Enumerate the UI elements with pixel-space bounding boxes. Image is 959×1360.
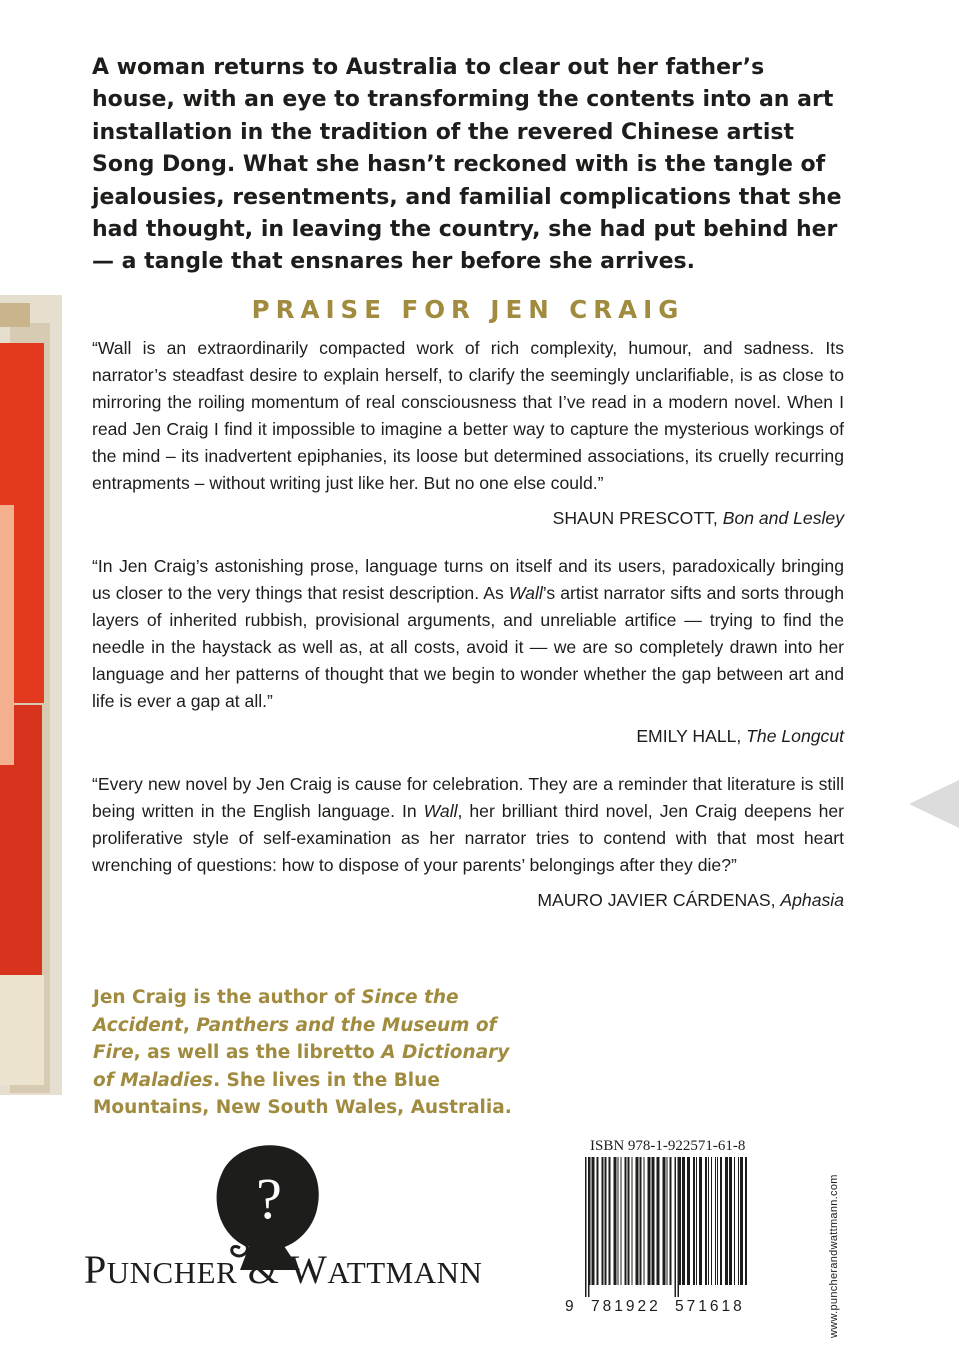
barcode-bar	[657, 1157, 660, 1285]
quote-1-work: Bon and Lesley	[722, 508, 844, 528]
bio-title-1: Since the Accident	[93, 987, 459, 1036]
publisher-initial-w: W	[289, 1247, 328, 1292]
barcode-right-digits: 571618	[675, 1298, 745, 1315]
collage-peach-strip	[0, 505, 14, 765]
barcode-guard-bar	[678, 1157, 680, 1297]
publisher-word-1: UNCHER	[106, 1255, 238, 1290]
barcode-guard-bar	[585, 1157, 587, 1297]
bio-title-2: Panthers and the Museum of Fire	[93, 1014, 497, 1063]
barcode-bar	[720, 1157, 722, 1285]
barcode-bar	[618, 1157, 619, 1285]
barcode-bar	[628, 1157, 630, 1285]
barcode-bar	[652, 1157, 655, 1285]
quote-2-text-b: ’s artist narrator sifts and sorts through layers of inherited rubbish, provisional arguments, and unreliable artifice — trying to find the needle in the haystack as well as, at all costs, avoid it — we are so completely drawn into her language and her patterns of thought that we begin to wonder whether the gap between art and life is ever a gap at all.”	[92, 583, 844, 711]
barcode-bar	[636, 1157, 639, 1285]
barcode-bar	[715, 1157, 716, 1285]
bio-title-3: A Dictionary of Maladies	[93, 1042, 510, 1091]
barcode-bar	[648, 1157, 651, 1285]
barcode-bar	[609, 1157, 611, 1285]
barcode-bar	[717, 1157, 718, 1285]
barcode-bar	[725, 1157, 728, 1285]
barcode-bar	[605, 1157, 607, 1285]
publisher-initial-p: P	[84, 1247, 107, 1292]
barcode-bar	[693, 1157, 695, 1285]
quote-1-author: SHAUN PRESCOTT,	[552, 508, 723, 528]
barcode-left-digits: 781922	[591, 1298, 661, 1315]
barcode-bar	[699, 1157, 702, 1285]
publisher-website	[826, 1120, 844, 1340]
bio-text-1: Jen Craig is the author of	[93, 987, 362, 1008]
barcode-bar	[711, 1157, 712, 1285]
barcode-lead-digit: 9	[565, 1298, 574, 1315]
barcode-bar	[621, 1157, 622, 1285]
publisher-website-text: www.puncherandwattmann.com	[828, 1174, 840, 1338]
quote-3-title: Wall	[423, 801, 458, 821]
barcode-bar	[597, 1157, 599, 1285]
barcode-bar	[602, 1157, 604, 1285]
praise-quote-1: “Wall is an extraordinarily compacted work of rich complexity, humour, and sadness. Its narrator’s steadfast desire to explain herself, to clarify the seemingly unclarifiable, is as close to mirroring the roiling momentum of real consciousness that I’ve read in a modern novel. When I read Jen Craig I find it impossible to imagine a better way to capture the mysterious workings of the mind – its inadvertent epiphanies, its loose but determined associations, its cruelly recurring entrapments – without writing just like her. But no one else could.”	[92, 338, 844, 493]
barcode-bar	[682, 1157, 685, 1285]
author-bio	[93, 984, 513, 1122]
barcode-bar	[679, 1157, 681, 1285]
quote-3-text-b: , her brilliant third novel, Jen Craig deepens her proliferative style of self-examination as her narrator tries to contend with that most heart wrenching of questions: how to dispose of your parents’ belongings after they die?”	[92, 801, 844, 875]
back-cover-blurb: A woman returns to Australia to clear out her father’s house, with an eye to transforming the contents into an art installation in the tradition of the revered Chinese artist Song Dong. What she hasn’t reckoned with is the tangle of jealousies, resentments, and familial complications that she had thought, in leaving the country, she had put behind her — a tangle that ensnares her before she arrives.	[92, 55, 842, 275]
barcode-bar	[729, 1157, 732, 1285]
barcode-bar	[705, 1157, 707, 1285]
quote-3-text-a: “Every new novel by Jen Craig is cause for celebration. They are a reminder that literature is still being written in the English language. In	[92, 774, 844, 821]
quote-2-title: Wall	[508, 583, 543, 603]
barcode-bar	[632, 1157, 633, 1285]
publisher-name	[84, 1246, 482, 1293]
barcode-bar	[670, 1157, 672, 1285]
barcode-bar	[663, 1157, 666, 1285]
bio-text-2: ,	[182, 1014, 197, 1036]
logo-question-glyph: ?	[256, 1166, 282, 1231]
barcode-bar	[640, 1157, 642, 1285]
quote-2-work: The Longcut	[746, 726, 844, 746]
bio-text-4: . She lives in the Blue Mountains, New South Wales, Australia.	[93, 1069, 512, 1118]
barcode-bar	[708, 1157, 709, 1285]
barcode-bar	[734, 1157, 735, 1285]
barcode-guard-bar	[675, 1157, 677, 1297]
decorative-collage	[0, 295, 80, 1110]
barcode-bar	[592, 1157, 595, 1285]
praise-heading: PRAISE FOR JEN CRAIG	[251, 295, 685, 324]
isbn-label: ISBN 978-1-922571-61-8	[590, 1138, 746, 1154]
barcode-guard-bar	[588, 1157, 590, 1297]
barcode-bar	[687, 1157, 690, 1285]
barcode-bar	[745, 1157, 747, 1285]
barcode-bar	[696, 1157, 697, 1285]
torn-paper-fragment	[909, 780, 959, 828]
quote-1-attribution	[553, 508, 844, 529]
barcode-bar	[614, 1157, 617, 1285]
quote-2-attribution	[636, 726, 844, 747]
barcode-bar	[667, 1157, 668, 1285]
collage-cream-paper	[0, 975, 44, 1085]
barcode-bar	[644, 1157, 645, 1285]
barcode-bar	[740, 1157, 743, 1285]
barcode-bar	[738, 1157, 739, 1285]
publisher-ampersand: &	[237, 1247, 290, 1292]
quote-3-attribution	[537, 890, 844, 911]
quote-2-author: EMILY HALL,	[636, 726, 747, 746]
barcode-bar	[625, 1157, 627, 1285]
collage-tape	[0, 303, 30, 327]
quote-3-author: MAURO JAVIER CÁRDENAS,	[537, 890, 781, 910]
publisher-word-2: ATTMANN	[327, 1255, 483, 1290]
bio-text-3: , as well as the libretto	[133, 1042, 382, 1063]
quote-2-text-a: “In Jen Craig’s astonishing prose, language turns on itself and its users, paradoxically bringing us closer to the very things that resist description. As	[92, 556, 844, 603]
quote-3-work: Aphasia	[780, 890, 844, 910]
praise-quote-2	[92, 553, 844, 715]
barcode-bar	[590, 1157, 591, 1285]
isbn-barcode	[583, 1157, 753, 1297]
praise-quote-3	[92, 771, 844, 879]
